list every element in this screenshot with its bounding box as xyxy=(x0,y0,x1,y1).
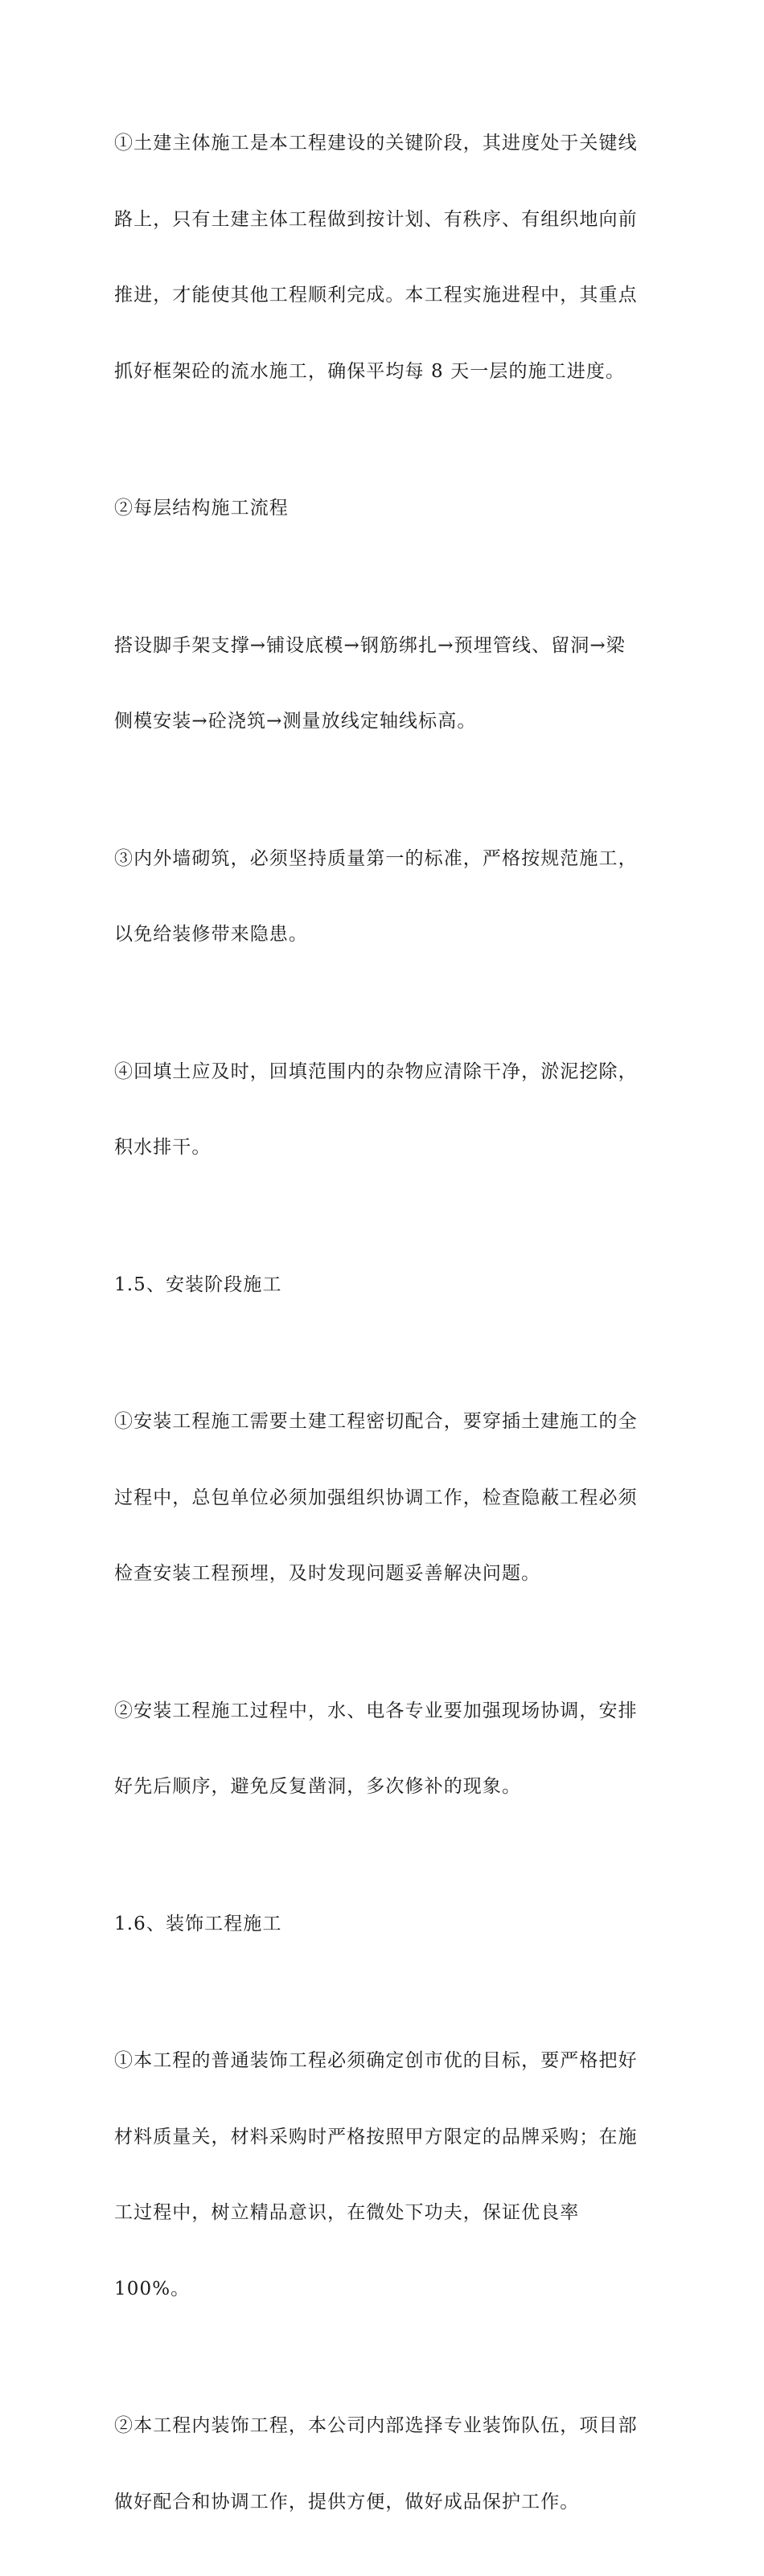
text-line: 抓好框架砼的流水施工，确保平均每 8 天一层的施工进度。 xyxy=(114,360,626,382)
paragraph-wall-masonry xyxy=(114,796,655,999)
document-body xyxy=(114,80,655,2576)
text-line: 100%。 xyxy=(114,2278,191,2299)
text-line: 推进，才能使其他工程顺利完成。本工程实施进程中，其重点 xyxy=(114,285,638,306)
text-line: 检查安装工程预埋，及时发现问题妥善解决问题。 xyxy=(114,1563,541,1584)
text-line: 搭设脚手架支撑→铺设底模→钢筋绑扎→预埋管线、留洞→梁 xyxy=(114,634,626,656)
text-line: 好先后顺序，避免反复凿洞，多次修补的现象。 xyxy=(114,1776,522,1797)
text-line: 过程中，总包单位必须加强组织协调工作，检查隐蔽工程必须 xyxy=(114,1487,638,1508)
text-line: 路上，只有土建主体工程做到按计划、有秩序、有组织地向前 xyxy=(114,208,638,230)
heading-text: 1.5、安装阶段施工 xyxy=(114,1274,282,1295)
text-line: 材料质量关，材料采购时严格按照甲方限定的品牌采购；在施 xyxy=(114,2126,638,2147)
text-line: ②安装工程施工过程中，水、电各专业要加强现场协调，安排 xyxy=(114,1700,638,1721)
paragraph-main-structure xyxy=(114,80,655,435)
section-heading-1-6 xyxy=(114,1861,655,1988)
text-line: ①安装工程施工需要土建工程密切配合，要穿插土建施工的全 xyxy=(114,1411,638,1432)
paragraph-floor-process-steps xyxy=(114,583,655,786)
paragraph-installation-coordination xyxy=(114,1359,655,1638)
text-line: ②每层结构施工流程 xyxy=(114,498,289,519)
text-line: 积水排干。 xyxy=(114,1137,212,1158)
text-line: 工过程中，树立精品意识，在微处下功夫，保证优良率 xyxy=(114,2202,580,2223)
paragraph-decoration-quality xyxy=(114,1998,655,2352)
paragraph-installation-process xyxy=(114,1648,655,1851)
paragraph-backfill xyxy=(114,1009,655,1212)
text-line: ②本工程内装饰工程，本公司内部选择专业装饰队伍，项目部 xyxy=(114,2415,638,2436)
paragraph-interior-decoration xyxy=(114,2363,655,2566)
heading-text: 1.6、装饰工程施工 xyxy=(114,1913,282,1934)
text-line: ①本工程的普通装饰工程必须确定创市优的目标，要严格把好 xyxy=(114,2050,638,2071)
text-line: ④回填土应及时，回填范围内的杂物应清除干净，淤泥挖除， xyxy=(114,1060,638,1082)
text-line: ①土建主体施工是本工程建设的关键阶段，其进度处于关键线 xyxy=(114,133,638,154)
paragraph-floor-process-title xyxy=(114,445,655,572)
text-line: 以免给装修带来隐患。 xyxy=(114,924,308,945)
section-heading-1-5 xyxy=(114,1222,655,1349)
text-line: 做好配合和协调工作，提供方便，做好成品保护工作。 xyxy=(114,2491,580,2512)
text-line: ③内外墙砌筑，必须坚持质量第一的标准，严格按规范施工， xyxy=(114,847,638,869)
text-line: 侧模安装→砼浇筑→测量放线定轴线标高。 xyxy=(114,711,477,732)
